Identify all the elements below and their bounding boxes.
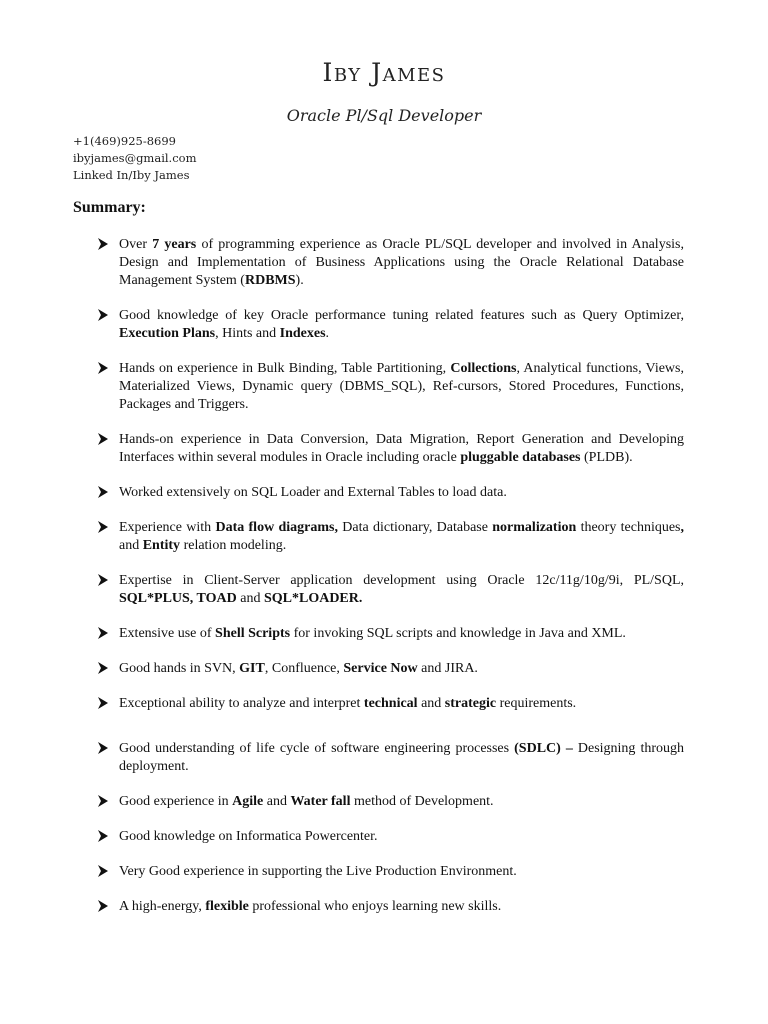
summary-bullet-text — [119, 626, 626, 641]
text-run: Hands on experience in Bulk Binding, Table Partitioning, — [119, 361, 451, 376]
text-run: , Analytical functions, Views, Materialized Views, Dynamic query (DBMS_SQL), Ref-cursors, Stored Procedures, Functions, Packages and Triggers. — [119, 361, 684, 412]
text-run: and JIRA. — [417, 661, 478, 676]
text-run: and — [119, 538, 143, 553]
bold-text: (SDLC) – — [514, 741, 573, 756]
bold-text: normalization — [492, 520, 577, 535]
text-run: for invoking SQL scripts and knowledge in Java and XML. — [290, 626, 626, 641]
summary-bullet-text — [119, 308, 684, 341]
text-run: and — [417, 696, 445, 711]
text-run: and — [236, 591, 264, 606]
phone-number: +1(469)925-8699 — [73, 134, 176, 148]
summary-bullet — [97, 360, 684, 414]
bold-text: GIT — [239, 661, 265, 676]
text-run: , Hints and — [215, 326, 280, 341]
text-run: Expertise in Client-Server application development using Oracle 12c/11g/10g/9i, PL/SQL, — [119, 573, 684, 588]
summary-bullet — [97, 625, 684, 643]
text-run: Exceptional ability to analyze and interpret — [119, 696, 364, 711]
arrow-bullet-icon — [97, 829, 109, 843]
contact-block — [73, 133, 196, 184]
text-run: Good knowledge of key Oracle performance tuning related features such as Query Optimizer, — [119, 308, 684, 323]
text-run: Good hands in SVN, — [119, 661, 240, 676]
bold-text: SQL*PLUS, TOAD — [119, 591, 237, 606]
summary-heading: Summary: — [73, 199, 146, 216]
summary-bullet — [97, 898, 684, 916]
summary-bullet — [97, 660, 684, 678]
summary-bullet-text — [119, 864, 517, 879]
summary-bullet-text — [119, 829, 378, 844]
text-run: (PLDB). — [580, 450, 633, 465]
summary-bullet — [97, 519, 684, 555]
summary-bullet — [97, 695, 684, 713]
text-run: theory techniques — [576, 520, 681, 535]
bold-text: Agile — [232, 794, 264, 809]
text-run: and — [263, 794, 291, 809]
summary-bullet-text — [119, 696, 576, 711]
bold-text: , — [680, 520, 684, 535]
arrow-bullet-icon — [97, 520, 109, 534]
arrow-bullet-icon — [97, 361, 109, 375]
summary-bullet-text — [119, 741, 684, 774]
candidate-name: Iby James — [322, 58, 446, 87]
bold-text: Data flow diagrams, — [215, 520, 338, 535]
bold-text: Service Now — [343, 661, 418, 676]
bold-text: Indexes — [279, 326, 326, 341]
summary-bullet — [97, 740, 684, 776]
text-run: , Confluence, — [264, 661, 344, 676]
arrow-bullet-icon — [97, 794, 109, 808]
arrow-bullet-icon — [97, 432, 109, 446]
bold-text: Collections — [450, 361, 517, 376]
summary-bullet-text — [119, 361, 684, 412]
text-run: Data dictionary, Database — [337, 520, 493, 535]
bold-text: 7 years — [152, 237, 197, 252]
summary-bullet — [97, 484, 684, 502]
summary-bullet — [97, 236, 684, 290]
text-run: A high-energy, — [119, 899, 206, 914]
email-address: ibyjames@gmail.com — [73, 151, 197, 165]
arrow-bullet-icon — [97, 237, 109, 251]
summary-bullet-text — [119, 432, 684, 465]
text-run: Designing through deployment. — [119, 741, 685, 774]
text-run: Good understanding of life cycle of software engineering processes — [119, 741, 515, 756]
text-run: Good experience in — [119, 794, 233, 809]
job-title: Oracle Pl/Sql Developer — [286, 106, 482, 125]
summary-bullet-text — [119, 520, 684, 553]
text-run: ). — [295, 273, 304, 288]
text-run: relation modeling. — [180, 538, 287, 553]
bold-text: Water fall — [290, 794, 351, 809]
bold-text: pluggable databases — [460, 450, 581, 465]
linkedin-profile: Linked In/Iby James — [73, 168, 190, 182]
bold-text: RDBMS — [244, 273, 296, 288]
arrow-bullet-icon — [97, 573, 109, 587]
text-run: Extensive use of — [119, 626, 216, 641]
summary-bullet — [97, 572, 684, 608]
arrow-bullet-icon — [97, 308, 109, 322]
text-run: Over — [119, 237, 153, 252]
summary-bullet-text — [119, 661, 478, 676]
bold-text: Shell Scripts — [215, 626, 291, 641]
arrow-bullet-icon — [97, 864, 109, 878]
arrow-bullet-icon — [97, 741, 109, 755]
text-run: Good knowledge on Informatica Powercenter. — [119, 829, 378, 844]
summary-bullet — [97, 431, 684, 467]
summary-bullet-text — [119, 485, 507, 500]
summary-bullet-text — [119, 573, 684, 606]
text-run: requirements. — [496, 696, 577, 711]
text-run: method of Development. — [350, 794, 494, 809]
text-run: Very Good experience in supporting the Live Production Environment. — [119, 864, 517, 879]
summary-bullet-text — [119, 794, 494, 809]
arrow-bullet-icon — [97, 485, 109, 499]
summary-bullet — [97, 863, 684, 881]
summary-bullet — [97, 793, 684, 811]
text-run: of programming experience as Oracle PL/SQL developer and involved in Analysis, Design and Implementation of Business Applications using the Oracle Relational Database Management System ( — [119, 237, 684, 288]
bold-text: SQL*LOADER. — [263, 591, 363, 606]
text-run: professional who enjoys learning new skills. — [248, 899, 502, 914]
text-run: Hands-on experience in Data Conversion, Data Migration, Report Generation and Developing Interfaces within several modules in Oracle including oracle — [119, 432, 684, 465]
summary-list — [97, 236, 684, 933]
bold-text: technical — [363, 696, 418, 711]
arrow-bullet-icon — [97, 899, 109, 913]
text-run: . — [325, 326, 330, 341]
text-run: Experience with — [119, 520, 216, 535]
bold-text: strategic — [444, 696, 497, 711]
text-run: Worked extensively on SQL Loader and External Tables to load data. — [119, 485, 507, 500]
bold-text: Execution Plans — [119, 326, 216, 341]
bold-text: Entity — [142, 538, 181, 553]
summary-bullet — [97, 828, 684, 846]
summary-bullet-text — [119, 237, 684, 288]
arrow-bullet-icon — [97, 661, 109, 675]
arrow-bullet-icon — [97, 696, 109, 710]
arrow-bullet-icon — [97, 626, 109, 640]
bold-text: flexible — [205, 899, 249, 914]
summary-bullet — [97, 307, 684, 343]
summary-bullet-text — [119, 899, 501, 914]
